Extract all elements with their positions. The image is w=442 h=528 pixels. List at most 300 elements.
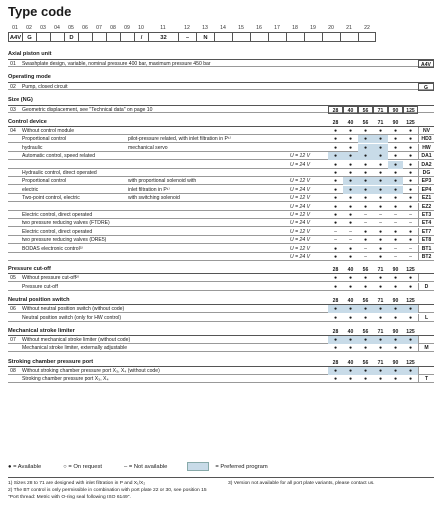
- row-description: Neutral position switch (only for HW control): [22, 314, 122, 321]
- availability-cell: ●: [348, 275, 353, 282]
- availability-cells: [328, 144, 418, 152]
- position-code-cell: [106, 32, 120, 42]
- voltage-label: U = 12 V: [290, 153, 310, 160]
- availability-cells: [328, 375, 418, 383]
- size-header: 125: [406, 267, 415, 274]
- availability-cell: ●: [378, 283, 383, 290]
- legend-not-available: – = Not available: [124, 463, 168, 470]
- size-header-cells: [328, 297, 418, 305]
- control-row: [8, 211, 434, 219]
- control-row: [8, 228, 434, 236]
- availability-cell: ●: [328, 367, 343, 375]
- row-subdescription: inlet filtration in P¹⁾: [128, 186, 170, 193]
- section-title: Neutral position switch: [8, 297, 70, 304]
- size-cell: 28: [328, 106, 343, 114]
- voltage-label: U = 12 V: [290, 228, 310, 235]
- availability-cell: ●: [333, 186, 338, 193]
- row-description: Swashplate design, variable, nominal pressure 400 bar, maximum pressure 450 bar: [22, 61, 211, 67]
- availability-cell: ●: [363, 170, 368, 176]
- position-code-cell: A4V: [8, 32, 22, 42]
- availability-cell: ●: [363, 283, 368, 290]
- row-description: Hydraulic control, direct operated: [22, 170, 97, 176]
- voltage-label: U = 12 V: [290, 195, 310, 202]
- position-code-cell: [36, 32, 50, 42]
- row-code: ET4: [418, 219, 434, 227]
- size-header: 40: [347, 120, 354, 126]
- position-code-cell: [232, 32, 250, 42]
- availability-cell: ●: [373, 135, 388, 143]
- row-description: Geometric displacement, see "Technical data" on page 10: [22, 107, 153, 113]
- availability-cell: ●: [358, 186, 373, 194]
- control-row: [8, 177, 434, 185]
- availability-cell: ●: [358, 336, 373, 344]
- row-description: Two-point control, electric: [22, 195, 80, 202]
- section-title: Pressure cut-off: [8, 266, 51, 273]
- position-number: 06: [82, 25, 88, 31]
- option-row: [8, 314, 434, 322]
- size-header: 125: [406, 359, 415, 366]
- position-code-cell: [340, 32, 358, 42]
- availability-cell: ●: [348, 314, 353, 321]
- position-number: 22: [364, 25, 370, 31]
- row-code: EP3: [418, 177, 434, 185]
- section-title: Stroking chamber pressure port: [8, 358, 94, 365]
- row-code: L: [418, 314, 434, 322]
- position-code-cell: 32: [148, 32, 178, 42]
- size-header: 28: [332, 267, 339, 274]
- size-header: 90: [392, 120, 399, 126]
- voltage-label: U = 12 V: [290, 212, 310, 218]
- availability-cell: –: [394, 245, 397, 252]
- row-code: HD3: [418, 135, 434, 143]
- availability-cell: ●: [333, 245, 338, 252]
- availability-cell: ●: [373, 336, 388, 344]
- row-subdescription: pilot-pressure related, with inlet filtration in P¹⁾: [128, 136, 231, 143]
- availability-cell: ●: [348, 212, 353, 218]
- availability-cell: ●: [408, 275, 413, 282]
- availability-cell: ●: [348, 170, 353, 176]
- availability-cell: ●: [378, 228, 383, 235]
- position-number: 13: [202, 25, 208, 31]
- availability-cell: ●: [378, 170, 383, 176]
- availability-cell: ●: [378, 345, 383, 352]
- size-header: 40: [347, 329, 354, 335]
- size-cell: 125: [403, 106, 418, 114]
- voltage-label: U = 24 V: [290, 237, 310, 244]
- size-header: 56: [362, 267, 369, 274]
- size-header: 28: [332, 120, 339, 126]
- availability-cells: [328, 336, 418, 344]
- availability-cell: ●: [348, 128, 353, 134]
- availability-cell: ●: [328, 336, 343, 344]
- position-code-cell: [250, 32, 268, 42]
- section-row: [8, 105, 434, 113]
- row-description: Without control module: [22, 128, 75, 134]
- position-code-cell: [304, 32, 322, 42]
- availability-cells: [328, 367, 418, 375]
- availability-cell: ●: [378, 245, 383, 252]
- size-header-row: [8, 266, 434, 274]
- availability-cell: ●: [393, 203, 398, 210]
- section-row: [8, 82, 434, 90]
- position-number: 05: [68, 25, 74, 31]
- availability-cells: [328, 253, 418, 261]
- availability-cell: ●: [373, 186, 388, 194]
- row-code: [418, 336, 434, 344]
- availability-cell: –: [364, 245, 367, 252]
- control-row: [8, 186, 434, 194]
- row-subdescription: with proportional solenoid with: [128, 178, 197, 185]
- voltage-label: U = 12 V: [290, 178, 310, 185]
- row-description: Stroking chamber pressure port X₃, X₄: [22, 376, 109, 383]
- availability-cell: ●: [348, 345, 353, 352]
- control-row: [8, 161, 434, 169]
- row-code: M: [418, 344, 434, 352]
- availability-cell: ●: [348, 136, 353, 143]
- availability-cell: ●: [333, 345, 338, 352]
- availability-cell: ●: [393, 228, 398, 235]
- control-row: [8, 219, 434, 227]
- availability-cell: ●: [408, 228, 413, 235]
- availability-cell: ●: [378, 314, 383, 321]
- position-code-cell: D: [64, 32, 78, 42]
- control-row: [8, 194, 434, 202]
- availability-cell: –: [394, 254, 397, 260]
- availability-cells: [328, 236, 418, 244]
- availability-cell: ●: [333, 275, 338, 282]
- availability-cell: ●: [328, 305, 343, 313]
- availability-cell: ●: [408, 237, 413, 244]
- availability-cell: ●: [408, 314, 413, 321]
- availability-cell: ●: [373, 152, 388, 160]
- row-code: BT1: [418, 245, 434, 253]
- availability-cell: ●: [408, 178, 413, 185]
- position-numbers: [8, 24, 434, 32]
- availability-cell: ●: [408, 170, 413, 176]
- availability-cell: ●: [333, 376, 338, 383]
- availability-cell: ●: [378, 275, 383, 282]
- page-title: Type code: [8, 4, 72, 19]
- size-header: 28: [332, 329, 339, 335]
- row-description: Without mechanical stroke limiter (without code): [22, 337, 131, 343]
- row-code: ET7: [418, 228, 434, 236]
- availability-cell: ●: [378, 128, 383, 134]
- row-description: Mechanical stroke limiter, externally adjustable: [22, 345, 128, 352]
- availability-cell: ●: [363, 128, 368, 134]
- size-cell: 40: [343, 106, 358, 114]
- availability-cell: ●: [388, 186, 403, 194]
- row-code: ET8: [418, 236, 434, 244]
- availability-cell: ●: [333, 136, 338, 143]
- availability-cell: ●: [388, 336, 403, 344]
- availability-cell: –: [379, 212, 382, 218]
- availability-cell: ●: [388, 367, 403, 375]
- position-code-cell: [286, 32, 304, 42]
- position-number: 21: [346, 25, 352, 31]
- availability-cells: [328, 169, 418, 177]
- row-number: 03: [10, 107, 16, 113]
- row-code: [418, 305, 434, 313]
- availability-cell: ●: [343, 305, 358, 313]
- availability-cell: ●: [393, 237, 398, 244]
- position-code-cell: [268, 32, 286, 42]
- size-header-cells: [328, 119, 418, 127]
- row-description: two pressure reducing valves (DRE5): [22, 237, 107, 244]
- row-description: Pump, closed circuit: [22, 84, 68, 90]
- availability-cell: ●: [333, 161, 338, 168]
- size-header-row: [8, 359, 434, 367]
- availability-cell: ●: [348, 283, 353, 290]
- row-number: 02: [10, 84, 16, 90]
- availability-cells: [328, 314, 418, 322]
- position-code-cell: [78, 32, 92, 42]
- position-code-cell: [358, 32, 376, 42]
- availability-cell: –: [334, 237, 337, 244]
- row-code: HW: [418, 144, 434, 152]
- control-row: [8, 127, 434, 135]
- availability-cell: ●: [408, 195, 413, 202]
- availability-cell: ●: [393, 144, 398, 151]
- option-row: [8, 283, 434, 291]
- availability-cell: ●: [378, 237, 383, 244]
- size-header-cells: [328, 359, 418, 367]
- availability-cell: ●: [373, 367, 388, 375]
- size-header: 125: [406, 120, 415, 126]
- row-code: ET3: [418, 211, 434, 219]
- position-code-cell: [322, 32, 340, 42]
- availability-cells: [328, 127, 418, 135]
- availability-cell: ●: [378, 203, 383, 210]
- size-header: 28: [332, 298, 339, 305]
- position-number: 02: [26, 25, 32, 31]
- availability-cell: ●: [348, 144, 353, 151]
- row-description: Electric control, direct operated: [22, 212, 93, 218]
- availability-cell: ●: [333, 314, 338, 321]
- availability-cell: ●: [333, 195, 338, 202]
- availability-cells: [328, 211, 418, 219]
- size-header-cells: [328, 328, 418, 336]
- availability-cell: ●: [363, 228, 368, 235]
- availability-cell: ●: [363, 314, 368, 321]
- row-number: 08: [10, 367, 16, 374]
- availability-cell: ●: [348, 220, 353, 227]
- availability-cell: –: [379, 220, 382, 227]
- footnote-3: 3) Version not available for all port plate variants, please contact us.: [228, 481, 375, 486]
- size-header: 125: [406, 329, 415, 335]
- availability-cell: ●: [408, 203, 413, 210]
- control-row: [8, 253, 434, 261]
- availability-cell: ●: [363, 203, 368, 210]
- section-title: Size (NG): [8, 97, 33, 103]
- availability-cell: ●: [343, 177, 358, 185]
- position-number: 11: [160, 25, 166, 31]
- availability-cell: ●: [343, 336, 358, 344]
- availability-cell: ●: [373, 177, 388, 185]
- size-header: 40: [347, 359, 354, 366]
- row-description: Electric control, direct operated: [22, 228, 93, 235]
- legend-available: ● = Available: [8, 463, 42, 470]
- position-number: 12: [184, 25, 190, 31]
- availability-cell: ●: [333, 178, 338, 185]
- row-code: [418, 274, 434, 282]
- availability-cell: ●: [393, 314, 398, 321]
- row-description: Without neutral position switch (without code): [22, 306, 125, 313]
- option-row: [8, 367, 434, 375]
- size-cell: 71: [373, 106, 388, 114]
- availability-cell: ●: [358, 144, 373, 152]
- row-code: DG: [418, 169, 434, 177]
- availability-cell: ●: [363, 345, 368, 352]
- availability-cell: ●: [388, 305, 403, 313]
- row-description: hydraulic: [22, 144, 43, 151]
- availability-cell: ●: [358, 152, 373, 160]
- row-description: Pressure cut-off: [22, 283, 58, 290]
- position-number: 09: [124, 25, 130, 31]
- availability-cell: –: [349, 228, 352, 235]
- availability-cell: ●: [373, 144, 388, 152]
- size-header: 56: [362, 120, 369, 126]
- control-row: [8, 152, 434, 160]
- row-number: 01: [10, 61, 16, 67]
- availability-cell: ●: [333, 220, 338, 227]
- size-header: 71: [377, 359, 384, 366]
- legend: [8, 462, 268, 471]
- availability-cell: ●: [378, 195, 383, 202]
- position-number: 14: [220, 25, 226, 31]
- size-cells: [328, 106, 418, 114]
- position-number: 18: [292, 25, 298, 31]
- size-header: 71: [377, 267, 384, 274]
- availability-cell: ●: [363, 195, 368, 202]
- availability-cell: ●: [403, 305, 418, 313]
- availability-cell: ●: [393, 128, 398, 134]
- option-row: [8, 274, 434, 282]
- type-code-header: [8, 24, 434, 42]
- row-description: Without stroking chamber pressure port X₃, X₄ (without code): [22, 367, 160, 374]
- availability-cells: [328, 194, 418, 202]
- control-row: [8, 135, 434, 143]
- position-code-cell: G: [22, 32, 36, 42]
- position-code-cell: [50, 32, 64, 42]
- row-code: T: [418, 375, 434, 383]
- availability-cells: [328, 245, 418, 253]
- availability-cell: ●: [408, 283, 413, 290]
- availability-cell: ●: [388, 177, 403, 185]
- position-number: 08: [110, 25, 116, 31]
- availability-cell: ●: [393, 345, 398, 352]
- control-row: [8, 169, 434, 177]
- availability-cell: ●: [358, 177, 373, 185]
- option-row: [8, 375, 434, 383]
- availability-cell: ●: [358, 135, 373, 143]
- control-row: [8, 245, 434, 253]
- availability-cell: ●: [333, 128, 338, 134]
- availability-cell: ●: [348, 254, 353, 260]
- position-code-cell: [92, 32, 106, 42]
- availability-cell: –: [409, 220, 412, 227]
- legend-preferred: = Preferred program: [215, 463, 268, 470]
- position-code-cell: –: [178, 32, 196, 42]
- availability-cell: ●: [403, 367, 418, 375]
- availability-cell: ●: [408, 128, 413, 134]
- row-code: DA1: [418, 152, 434, 160]
- footnote-2: 2) The BT control is only permissible in combination with port plate 22 or 30, see position 15 "Port thread: Metric with O-ring seal following ISO 6149".: [8, 488, 207, 500]
- row-description: Proportional control: [22, 136, 67, 143]
- availability-cells: [328, 135, 418, 143]
- availability-cell: ●: [393, 136, 398, 143]
- row-description: electric: [22, 186, 39, 193]
- section-title: Control device: [8, 119, 47, 125]
- size-cell: 56: [358, 106, 373, 114]
- availability-cell: ●: [408, 144, 413, 151]
- footnote-divider: [8, 477, 434, 478]
- size-header: 71: [377, 329, 384, 335]
- row-code: EP4: [418, 186, 434, 194]
- availability-cells: [328, 283, 418, 291]
- size-header-row: [8, 297, 434, 305]
- availability-cell: ●: [358, 305, 373, 313]
- row-code: A4V: [418, 60, 434, 68]
- position-number: 10: [138, 25, 144, 31]
- availability-cell: ●: [328, 152, 343, 160]
- availability-cell: ●: [393, 376, 398, 383]
- row-code: DA2: [418, 161, 434, 169]
- availability-cells: [328, 186, 418, 194]
- position-number: 20: [328, 25, 334, 31]
- row-number: 06: [10, 306, 16, 313]
- availability-cell: ●: [408, 136, 413, 143]
- position-number: 07: [96, 25, 102, 31]
- availability-cell: –: [364, 212, 367, 218]
- availability-cell: ●: [333, 212, 338, 218]
- control-row: [8, 144, 434, 152]
- row-number: 05: [10, 275, 16, 282]
- size-header: 40: [347, 267, 354, 274]
- row-code: D: [418, 283, 434, 291]
- availability-cell: –: [349, 237, 352, 244]
- availability-cell: –: [334, 228, 337, 235]
- availability-cell: ●: [408, 345, 413, 352]
- availability-cell: –: [364, 254, 367, 260]
- position-code-cell: /: [134, 32, 148, 42]
- position-number: 16: [256, 25, 262, 31]
- section-row: [8, 59, 434, 67]
- size-header: 56: [362, 329, 369, 335]
- availability-cell: ●: [393, 275, 398, 282]
- size-header: 90: [392, 329, 399, 335]
- availability-cells: [328, 305, 418, 313]
- position-number: 19: [310, 25, 316, 31]
- row-description: Proportional control: [22, 178, 67, 185]
- size-cell: 90: [388, 106, 403, 114]
- size-header: 71: [377, 120, 384, 126]
- size-header-row: [8, 119, 434, 127]
- preferred-swatch: [187, 462, 209, 471]
- row-code: BT2: [418, 253, 434, 261]
- row-number: 07: [10, 337, 16, 343]
- legend-on-request: ○ = On request: [63, 463, 103, 470]
- availability-cell: ●: [393, 153, 398, 160]
- availability-cell: ●: [343, 186, 358, 194]
- availability-cell: ●: [408, 153, 413, 160]
- availability-cell: –: [409, 254, 412, 260]
- availability-cells: [328, 344, 418, 352]
- row-description: Without pressure cut-off²⁾: [22, 275, 79, 282]
- availability-cell: ●: [388, 161, 403, 169]
- availability-cell: –: [409, 212, 412, 218]
- row-number: 04: [10, 128, 16, 134]
- availability-cells: [328, 228, 418, 236]
